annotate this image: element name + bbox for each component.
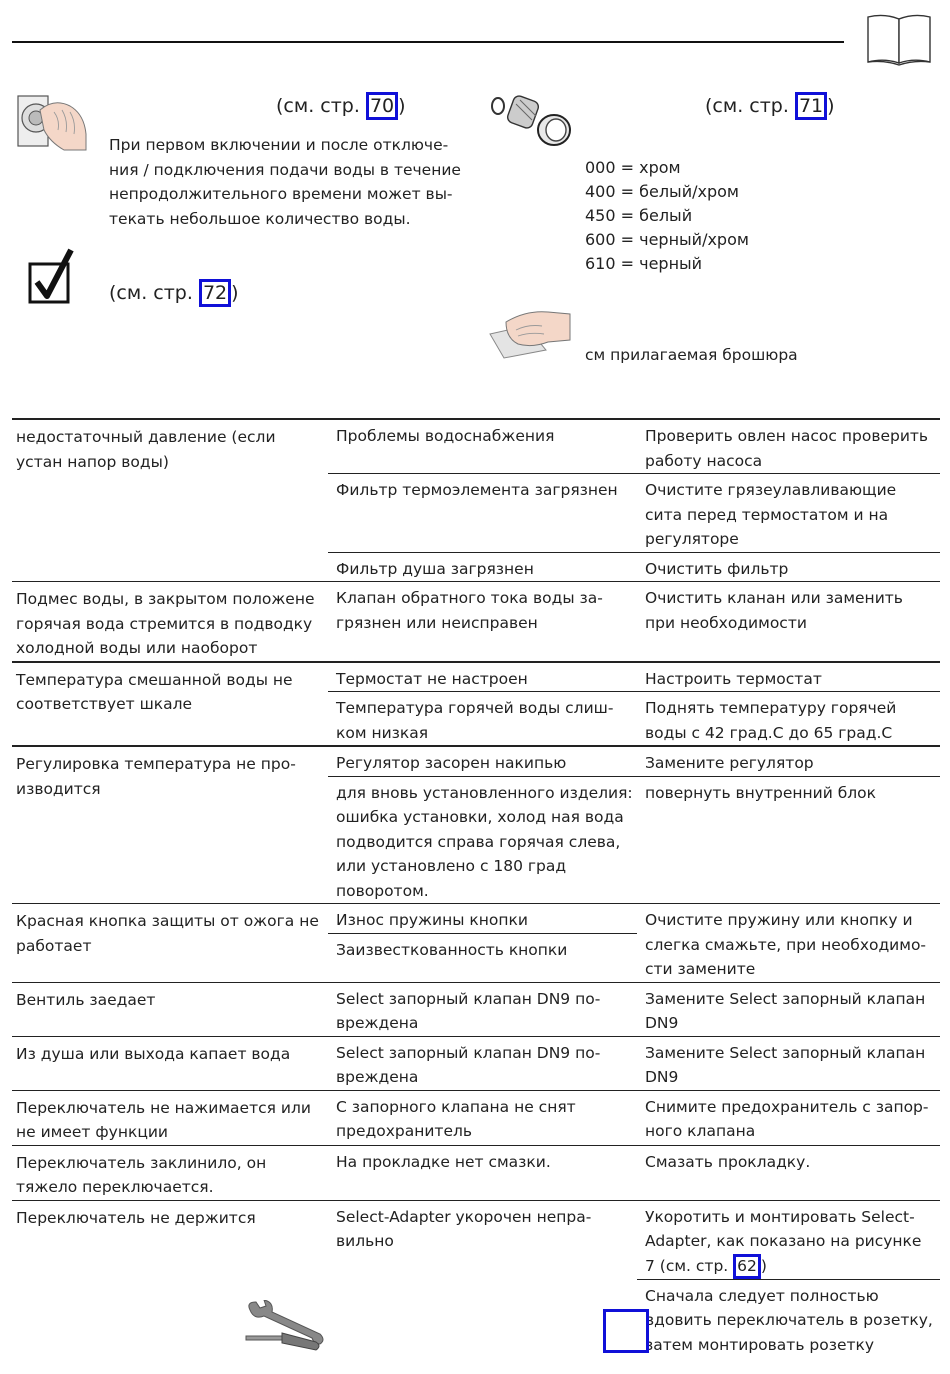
problem-cell: Регулировка температура не про-изводится [16,755,296,798]
remedy-cell: повернуть внутренний блок [645,783,877,802]
note-line: текать небольшое количество воды. [109,209,411,228]
problem-cell: Переключатель заклинило, он тяжело переключается. [16,1153,267,1196]
remedy-cell: Очистите пружину или кнопку и слегка смажьте, при необходимо-сти замените [645,911,927,978]
problem-cell: Подмес воды, в закрытом положене горячая вода стремится в подводку холодной воды или наоборот [16,590,315,657]
table-row [12,663,940,748]
table-row [12,747,940,904]
wrench-screwdriver-icon [242,1300,326,1358]
note-line: ния / подключения подачи воды в течение [109,160,461,179]
problem-cell: Переключатель не держится [16,1208,256,1227]
cause-cell: Заизвесткованность кнопки [328,933,637,963]
cause-cell: Термостат не настроен [336,669,528,688]
remedy-text: Укоротить и монтировать Select-Adapter, как показано на рисунке 7 (см. стр. [645,1207,922,1275]
first-use-note [109,133,461,231]
color-code: 600 = черный/хром [585,230,749,249]
ref-suffix: ) [827,95,835,117]
color-code: 450 = белый [585,206,693,225]
page-ref-71 [705,92,835,120]
color-code: 000 = хром [585,158,681,177]
handle-parts-icon [488,92,576,148]
note-line: При первом включении и после отключе- [109,136,449,154]
cause-cell: Select-Adapter укорочен непра-вильно [336,1207,592,1250]
table-row [12,420,940,582]
remedy-cell: Сначала следует полностью вдовить переключатель в розетку, затем монтировать розетку [637,1279,940,1358]
problem-cell: Температура смешанной воды не соответствует шкале [16,670,293,713]
ref-suffix: ) [760,1256,767,1275]
troubleshooting-table [12,418,940,1357]
table-row [12,1201,940,1358]
cause-cell: Температура горячей воды слиш-ком низкая [336,699,614,742]
note-line: непродолжительного времени может вы- [109,185,453,203]
cleaning-cloth-icon [486,304,572,360]
table-row [12,904,940,983]
cause-cell: С запорного клапана не снят предохранитель [336,1097,576,1140]
ref-suffix: ) [231,282,239,304]
remedy-cell: Смазать прокладку. [645,1152,811,1171]
remedy-cell [637,1201,940,1279]
problem-cell: Из душа или выхода капает вода [16,1044,291,1063]
ref-prefix: (см. стр. [109,282,193,304]
color-code: 610 = черный [585,254,703,273]
problem-cell: Переключатель не нажимается или не имеет функции [16,1098,311,1141]
brochure-note: см прилагаемая брошюра [585,346,798,364]
problem-cell: недостаточный давление (если устан напор воды) [16,428,276,471]
remedy-cell: Очистить фильтр [645,559,789,578]
cause-cell: Клапан обратного тока воды за-грязнен или неисправен [336,589,603,632]
header-rule [12,41,844,43]
hand-on-valve-icon [14,90,88,152]
remedy-cell: Поднять температуру горячей воды с 42 град.С до 65 град.С [645,699,897,742]
page-link-62[interactable]: 62 [733,1254,761,1279]
table-row [12,1146,940,1201]
page-ref-72 [109,279,239,307]
table-row [12,1037,940,1091]
remedy-cell: Настроить термостат [645,669,822,688]
problem-cell: Красная кнопка защиты от ожога не работает [16,912,319,955]
ref-prefix: (см. стр. [705,95,789,117]
ref-prefix: (см. стр. [276,95,360,117]
empty-page-box [603,1309,649,1353]
cause-cell: Износ пружины кнопки [336,911,528,929]
color-code: 400 = белый/хром [585,182,739,201]
color-code-list [585,156,749,276]
cause-cell: Регулятор засорен накипью [336,754,567,772]
remedy-cell: Снимите предохранитель с запор-ного клапана [645,1097,929,1140]
cause-cell: Проблемы водоснабжения [336,427,555,445]
cause-cell: Select запорный клапан DN9 по-вреждена [336,989,601,1032]
table-row [12,1091,940,1146]
problem-cell: Вентиль заедает [16,990,156,1009]
page-link-70[interactable]: 70 [366,92,398,120]
cause-cell: Фильтр термоэлемента загрязнен [336,481,618,499]
cause-cell: Select запорный клапан DN9 по-вреждена [336,1043,601,1086]
page-ref-70 [276,92,406,120]
remedy-cell: Замените Select запорный клапан DN9 [645,989,926,1032]
page-link-72[interactable]: 72 [199,279,231,307]
manual-book-icon [866,11,932,66]
remedy-cell: Очистите грязеулавливающие сита перед термостатом и на регуляторе [645,481,897,548]
page-link-71[interactable]: 71 [795,92,827,120]
cause-cell: Фильтр душа загрязнен [336,559,534,578]
cause-cell: На прокладке нет смазки. [336,1152,551,1171]
remedy-cell: Замените регулятор [645,754,814,772]
remedy-cell: Очистить кланан или заменить при необходимости [645,589,903,632]
checkmark-box-icon [27,248,75,306]
remedy-cell: Замените Select запорный клапан DN9 [645,1043,926,1086]
table-row [12,582,940,663]
cause-cell: для вновь установленного изделия: ошибка установки, холод ная вода подводится справа горячая слева, или установлено с 180 град поворотом. [336,783,633,900]
table-row [12,983,940,1037]
remedy-cell: Проверить овлен насос проверить работу насоса [645,427,929,470]
ref-suffix: ) [398,95,406,117]
